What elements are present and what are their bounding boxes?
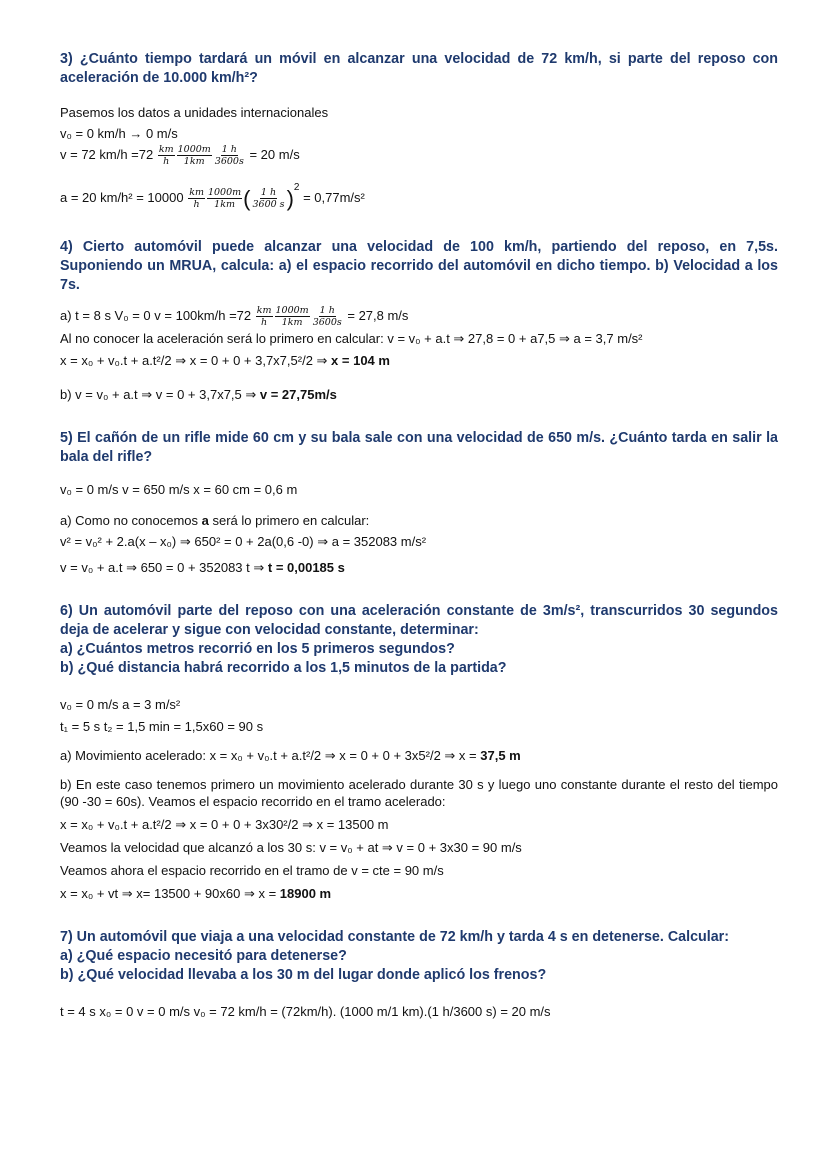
fraction-km-h-3: $\frac{km}{h}$ [256,305,272,329]
fraction-km-h: $\frac{km}{h}$ [158,144,174,167]
q4-line-1-text: a) t = 8 s V₀ = 0 v = 100km/h =72 [60,308,255,323]
fraction-km-h-2: $\frac{km}{h}$ [189,187,204,211]
q5-line-4 [60,559,778,576]
q4-line-4-text: b) v = v₀ + a.t ⇒ v = 0 + 3,7x7,5 ⇒ [60,387,260,403]
q6-line-2: t₁ = 5 s t₂ = 1,5 min = 1,5x60 = 90 s [60,719,264,735]
fraction-1000m-1km-2: $\frac{1000m}{1km}$ [207,187,242,211]
left-paren: ( [243,186,251,212]
q6-line-6: Veamos la velocidad que alcanzó a los 30 s: v = v₀ + at ⇒ v = 0 + 3x30 = 90 m/s [60,840,522,856]
q6-answer-a: 37,5 m [480,748,521,764]
q5-answer-t: t = 0,00185 s [267,560,345,576]
q6-line-8-text: x = x₀ + vt ⇒ x= 13500 + 90x60 ⇒ x = [60,886,280,902]
q4-line-3-text: x = x₀ + v₀.t + a.t²/2 ⇒ x = 0 + 0 + 3,7x7,5²/2 ⇒ [60,353,332,369]
q6-answer-b: 18900 m [279,886,332,902]
question-7-title: 7) Un automóvil que viaja a una velocidad constante de 72 km/h y tarda 4 s en detenerse. Calcular: [60,929,730,946]
question-3-title: 3) ¿Cuánto tiempo tardará un móvil en alcanzar una velocidad de 72 km/h, si parte del reposo con aceleración de 10.000 km/h²? [60,51,778,86]
document-page [60,48,778,1020]
q5-line-4-text: v = v₀ + a.t ⇒ 650 = 0 + 352083 t ⇒ [60,560,268,576]
question-7-part-b: b) ¿Qué velocidad llevaba a los 30 m del lugar donde aplicó los frenos? [60,967,547,984]
q3-line-3-text: v = 72 km/h =72 [60,146,157,162]
fraction-1h-3600s-2: $\frac{1 h}{3600 s}$ [252,187,285,211]
q5-bold-a: a [201,513,209,529]
q6-line-8 [60,885,778,902]
q4-line-3 [60,352,778,369]
q6-line-1: v₀ = 0 m/s a = 3 m/s² [60,697,181,713]
q5-line-2-end: será lo primero en calcular: [208,513,370,529]
question-6-part-b: b) ¿Qué distancia habrá recorrido a los 1,5 minutos de la partida? [60,660,507,677]
fraction-1000m-1km-3: $\frac{1000m}{1km}$ [275,305,309,329]
q4-answer-v: v = 27,75m/s [259,387,337,403]
q3-line-4-text: a = 20 km/h² = 10000 [60,190,188,205]
right-paren: ) [286,186,294,212]
q4-line-1 [60,305,778,328]
q3-line-4-result: = 0,77m/s² [299,190,365,205]
q3-line-3 [60,144,778,167]
q6-line-3 [60,747,778,764]
q3-line-3-result: = 20 m/s [245,146,300,162]
q7-line-1: t = 4 s x₀ = 0 v = 0 m/s v₀ = 72 km/h = (72km/h). (1000 m/1 km).(1 h/3600 s) = 20 m/s [60,1004,551,1020]
q5-line-1: v₀ = 0 m/s v = 650 m/s x = 60 cm = 0,6 m [60,482,298,498]
q6-line-3-text: a) Movimiento acelerado: x = x₀ + v₀.t + a.t²/2 ⇒ x = 0 + 0 + 3x5²/2 ⇒ x = [60,748,481,764]
question-4-title: 4) Cierto automóvil puede alcanzar una velocidad de 100 km/h, partiendo del reposo, en 7,5s. Suponiendo un MRUA, calcula: a) el espacio recorrido del automóvil en dicho tiempo. b) Velocidad a los 7s. [60,239,778,294]
q4-line-4 [60,386,778,403]
question-5-title: 5) El cañón de un rifle mide 60 cm y su bala sale con una velocidad de 650 m/s. ¿Cuánto tarda en salir la bala del rifle? [60,430,778,466]
q6-line-5: x = x₀ + v₀.t + a.t²/2 ⇒ x = 0 + 0 + 3x30²/2 ⇒ x = 13500 m [60,817,389,833]
q5-line-3: v² = v₀² + 2.a(x – x₀) ⇒ 650² = 0 + 2a(0,6 -0) ⇒ a = 352083 m/s² [60,534,427,550]
q6-line-4: b) En este caso tenemos primero un movimiento acelerado durante 30 s y luego uno constante durante el resto del tiempo (90 -30 = 60s). Veamos el espacio recorrido en el tramo acelerado: [60,777,778,810]
fraction-1h-3600s: $\frac{1 h}{3600s}$ [214,144,244,167]
q4-line-1-result: = 27,8 m/s [343,308,409,323]
q3-line-2: v₀ = 0 km/h → 0 m/s [60,126,178,141]
question-6-part-a: a) ¿Cuántos metros recorrió en los 5 primeros segundos? [60,641,455,658]
fraction-1000m-1km: $\frac{1000m}{1km}$ [177,144,211,167]
q4-line-2: Al no conocer la aceleración será lo primero en calcular: v = v₀ + a.t ⇒ 27,8 = 0 + a7,5 ⇒ a = 3,7 m/s² [60,331,643,347]
q6-line-7: Veamos ahora el espacio recorrido en el tramo de v = cte = 90 m/s [60,863,444,879]
q5-line-2 [60,512,778,529]
fraction-1h-3600s-3: $\frac{1 h}{3600s}$ [312,305,342,329]
question-7-part-a: a) ¿Qué espacio necesitó para detenerse? [60,948,347,965]
q5-line-2-text: a) Como no conocemos [60,513,202,529]
q3-line-1: Pasemos los datos a unidades internacionales [60,105,329,120]
q3-line-4 [60,179,778,210]
q4-answer-x: x = 104 m [331,353,390,369]
squared-exponent: 2 [293,182,300,193]
question-6-title: 6) Un automóvil parte del reposo con una aceleración constante de 3m/s², transcurridos 30 segundos deja de acelerar y sigue con velocidad constante, determinar: [60,603,778,639]
